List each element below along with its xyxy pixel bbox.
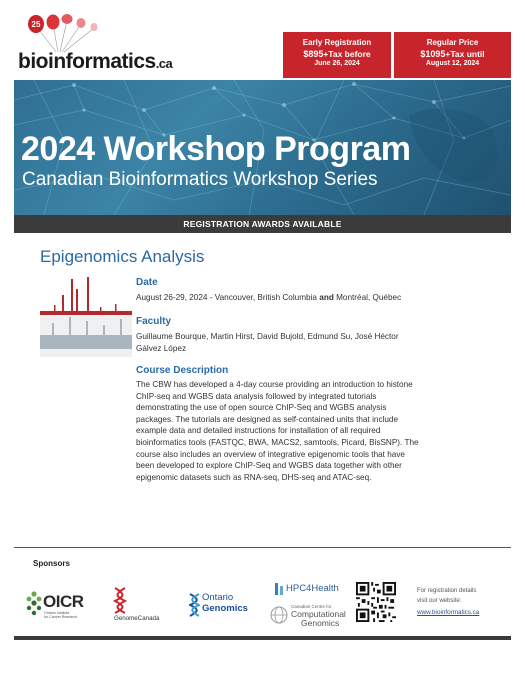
oicr-sub-line: Ontario Institute: [44, 611, 70, 615]
ontario-genomics-mark-icon: [189, 593, 200, 617]
description-line: demonstrating the use of open source ChIP-Seq and WGBS analysis: [136, 403, 387, 413]
faculty-text: [136, 331, 471, 354]
dna-helix-icon: [113, 587, 127, 614]
description-line: epigenomic datasets such as RNA-seq, DHS-seq and ATAC-seq.: [136, 472, 372, 482]
logo-word-tld: .ca: [155, 56, 173, 71]
description-line: bioinformatics tools (FASTQC, BWA, MACS2, samtools, Picard, BisSNP). The: [136, 437, 419, 447]
registration-awards-bar: REGISTRATION AWARDS AVAILABLE: [14, 215, 511, 233]
early-date: June 26, 2024: [314, 60, 360, 67]
oicr-logo: [26, 590, 96, 626]
c3g-line: Computational: [291, 609, 346, 619]
website-link[interactable]: www.bioinformatics.ca: [417, 609, 480, 616]
regular-price-line: [394, 49, 511, 59]
program-banner: [14, 80, 511, 215]
logo-word-main: bioinformatics: [18, 50, 156, 73]
c3g-name: [291, 610, 346, 628]
sponsors-heading: Sponsors: [33, 559, 70, 568]
oicr-name: OICR: [43, 592, 84, 611]
ontario-genomics-name: [202, 592, 248, 614]
program-title: 2024 Workshop Program: [21, 130, 411, 168]
hpc4health-logo: [275, 582, 345, 598]
course-title: Epigenomics Analysis: [40, 247, 205, 266]
date-text-2: Montréal, Québec: [336, 293, 402, 302]
early-title: Early Registration: [302, 38, 372, 47]
faculty-line: Guillaume Bourque, Martin Hirst, David Bujold, Edmund Su, José Héctor: [136, 332, 399, 341]
registration-info-line: For registration details: [417, 588, 477, 594]
genome-canada-name: GenomeCanada: [114, 615, 160, 622]
oicr-sub-line: for Cancer Research: [44, 615, 78, 620]
early-price-line: [283, 49, 391, 59]
description-line: course also includes an overview of integrative epigenomic tools that have: [136, 449, 405, 459]
ontario-genomics-logo: [189, 590, 259, 620]
description-line: example data and detailed instructions for installation of all required: [136, 426, 381, 436]
regular-price: $1095: [420, 49, 446, 59]
date-text: [136, 292, 471, 304]
c3g-line: Canadian Centre for: [291, 604, 332, 609]
ontario-genomics-line: Ontario: [202, 592, 234, 603]
logo-wordmark: [18, 50, 172, 74]
early-price-suffix: +Tax before: [323, 49, 371, 59]
faculty-heading: Faculty: [136, 316, 172, 327]
program-subtitle: Canadian Bioinformatics Workshop Series: [22, 169, 378, 190]
early-price: $895: [303, 49, 324, 59]
bioinformatics-logo: [14, 14, 173, 74]
date-heading: Date: [136, 277, 158, 288]
description-line: packages. The tutorials are designed as self-contained units that include: [136, 414, 399, 424]
description-text: [136, 379, 471, 483]
genome-canada-logo: [108, 587, 174, 623]
description-line: The CBW has developed a 4-day course providing an introduction to histone: [136, 380, 413, 389]
regular-price-suffix: +Tax until: [445, 49, 485, 59]
description-heading: Course Description: [136, 365, 229, 376]
c3g-globe-icon: [270, 606, 288, 624]
qr-code-icon[interactable]: [356, 582, 396, 622]
description-line: ChIP-seq and WGBS data analysis followed by integrated tutorials: [136, 391, 377, 401]
description-line: been developed to explore ChIP-Seq and WGBS data together with other: [136, 461, 402, 471]
c3g-logo: [270, 603, 350, 633]
hpc4health-name: HPC4Health: [286, 583, 339, 594]
early-registration-box: [283, 32, 391, 78]
registration-info-line: visit our website:: [417, 597, 462, 604]
c3g-line: Genomics: [301, 618, 340, 628]
oicr-subtitle: [44, 611, 77, 619]
hpc4health-mark-icon: [275, 583, 284, 595]
registration-info: [417, 587, 497, 606]
regular-title: Regular Price: [426, 38, 479, 47]
faculty-line: Gálvez López: [136, 343, 187, 353]
chipseq-track-image: [40, 273, 132, 357]
footer-divider: [14, 547, 511, 548]
bottom-bar: [14, 636, 511, 640]
date-text-1: August 26-29, 2024 - Vancouver, British Columbia: [136, 293, 317, 302]
ontario-genomics-line: Genomics: [202, 603, 248, 614]
regular-price-box: [394, 32, 511, 78]
regular-date: August 12, 2024: [425, 60, 480, 67]
date-and: and: [319, 293, 334, 302]
logo-badge: 25: [31, 20, 41, 29]
oicr-mark-icon: [26, 590, 42, 618]
